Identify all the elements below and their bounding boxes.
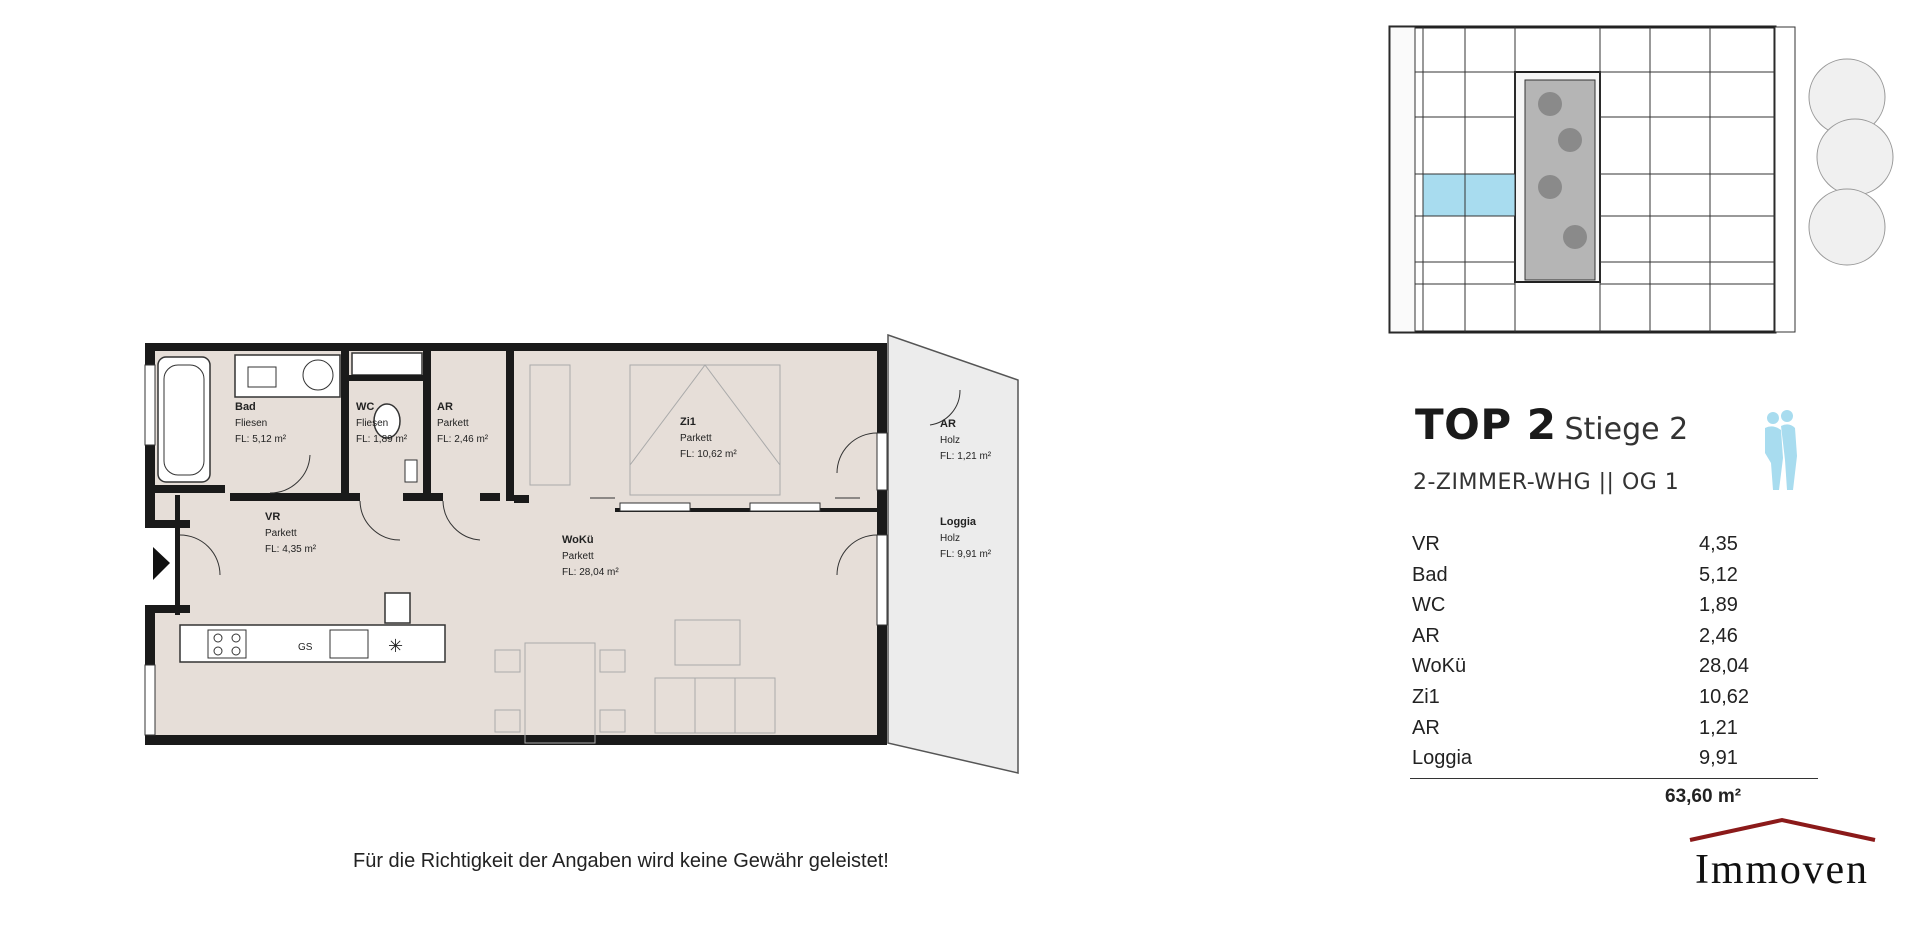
- stair-circle: [1538, 92, 1562, 116]
- room-name: VR: [1412, 533, 1440, 555]
- outer-wall-top: [145, 343, 885, 351]
- immoven-logo: [1685, 815, 1880, 890]
- room-row: [1412, 564, 1814, 595]
- floor-plan: [140, 325, 1040, 795]
- room-vr-floor: Parkett: [265, 528, 297, 539]
- total-area: 63,60 m²: [1665, 786, 1742, 807]
- logo-text: Immoven: [1695, 847, 1867, 890]
- room-area: 5,12: [1699, 563, 1738, 586]
- wc-sink: [405, 460, 417, 482]
- room-name: Bad: [1412, 563, 1448, 586]
- room-name: Loggia: [1412, 747, 1473, 770]
- dishwasher-label: GS: [298, 642, 313, 653]
- stair-circle: [1563, 225, 1587, 249]
- room-wokue-floor: Parkett: [562, 551, 594, 562]
- room-area: 2,46: [1699, 624, 1738, 647]
- room-wc-area: FL: 1,89 m²: [356, 434, 408, 445]
- stair-circle: [1538, 175, 1562, 199]
- site-left-strip: [1390, 27, 1415, 332]
- room-area: 1,89: [1699, 594, 1738, 617]
- room-table: [1412, 533, 1814, 778]
- stair-circle: [1558, 128, 1582, 152]
- washing-machine: [303, 360, 333, 390]
- room-area: 1,21: [1699, 716, 1738, 739]
- room-name: WoKü: [1412, 655, 1467, 678]
- outer-wall-right-mid: [877, 490, 887, 535]
- couple-icon: [1755, 408, 1805, 493]
- room-ar1-floor: Parkett: [437, 418, 469, 429]
- room-area: 9,91: [1699, 747, 1738, 770]
- room-ar2-name: AR: [940, 418, 956, 430]
- logo-roof: [1690, 820, 1875, 840]
- wall-upper-bottom-3: [480, 493, 500, 501]
- room-vr-name: VR: [265, 511, 281, 523]
- table-divider: [1410, 778, 1818, 779]
- tree: [1817, 119, 1893, 195]
- staircase-label: Stiege 2: [1564, 412, 1689, 447]
- apartment-highlight: [1423, 174, 1515, 216]
- disclaimer: Für die Richtigkeit der Angaben wird keine Gewähr geleistet!: [353, 850, 889, 872]
- room-vr-area: FL: 4,35 m²: [265, 544, 317, 555]
- apartment-type: 2-ZIMMER-WHG || OG 1: [1413, 470, 1680, 495]
- outer-wall-right-top: [877, 343, 887, 433]
- room-zi1-floor: Parkett: [680, 433, 712, 444]
- room-bad-floor: Fliesen: [235, 418, 268, 429]
- window-bad: [145, 365, 155, 445]
- sink: [248, 367, 276, 387]
- site-plan: [1385, 22, 1905, 340]
- shaft-wall: [349, 375, 429, 381]
- window-wokue: [877, 535, 887, 625]
- room-wc-floor: Fliesen: [356, 418, 389, 429]
- sliding-panel-2: [750, 503, 820, 511]
- room-row: [1412, 533, 1814, 564]
- room-area: 4,35: [1699, 533, 1738, 555]
- room-wokue-name: WoKü: [562, 534, 594, 546]
- room-name: AR: [1412, 624, 1440, 647]
- room-wc-name: WC: [356, 401, 375, 413]
- shaft: [352, 353, 422, 375]
- room-ar2-floor: Holz: [940, 435, 961, 446]
- sliding-panel-1: [620, 503, 690, 511]
- room-loggia-name: Loggia: [940, 516, 977, 528]
- room-area: 28,04: [1699, 655, 1750, 678]
- apartment-heading: [1415, 400, 1688, 449]
- kitchen-sink: [330, 630, 368, 658]
- wall-upper-bottom-1: [230, 493, 360, 501]
- room-row: [1412, 717, 1814, 748]
- window-wokue-left: [145, 665, 155, 735]
- wall-zi1-right: [514, 495, 529, 503]
- room-zi1-name: Zi1: [680, 416, 696, 428]
- room-bad-name: Bad: [235, 401, 256, 413]
- stove: [208, 630, 246, 658]
- wall-wc-ar: [423, 351, 431, 501]
- room-ar2-area: FL: 1,21 m²: [940, 451, 992, 462]
- wall-ar-zi1: [506, 351, 514, 501]
- room-ar1-name: AR: [437, 401, 453, 413]
- outer-wall-right-bottom: [877, 625, 887, 745]
- outer-wall-bottom: [145, 735, 885, 745]
- wall-bad-bottom: [155, 485, 225, 493]
- wall-bad-wc: [341, 351, 349, 501]
- room-row: [1412, 747, 1814, 778]
- room-name: AR: [1412, 716, 1440, 739]
- room-ar1-area: FL: 2,46 m²: [437, 434, 489, 445]
- room-loggia-floor: Holz: [940, 533, 961, 544]
- room-row: [1412, 594, 1814, 625]
- room-name: WC: [1412, 594, 1446, 617]
- window-zi1: [877, 433, 887, 490]
- room-row: [1412, 655, 1814, 686]
- wall-upper-bottom-2: [403, 493, 443, 501]
- apartment-number: TOP 2: [1415, 400, 1557, 449]
- vr-cabinet: [385, 593, 410, 623]
- room-row: [1412, 625, 1814, 656]
- room-bad-area: FL: 5,12 m²: [235, 434, 287, 445]
- room-area: 10,62: [1699, 685, 1750, 708]
- room-wokue-area: FL: 28,04 m²: [562, 567, 619, 578]
- wall-vr-left: [175, 495, 180, 615]
- room-loggia-area: FL: 9,91 m²: [940, 549, 992, 560]
- room-name: Zi1: [1412, 685, 1440, 708]
- room-zi1-area: FL: 10,62 m²: [680, 449, 737, 460]
- bathtub-inner: [164, 365, 204, 475]
- entrance-wall-bottom: [145, 605, 190, 613]
- entrance-wall-top: [145, 520, 190, 528]
- tree: [1809, 189, 1885, 265]
- fridge-icon: ✳: [388, 636, 404, 656]
- site-right-strip: [1775, 27, 1795, 332]
- room-row: [1412, 686, 1814, 717]
